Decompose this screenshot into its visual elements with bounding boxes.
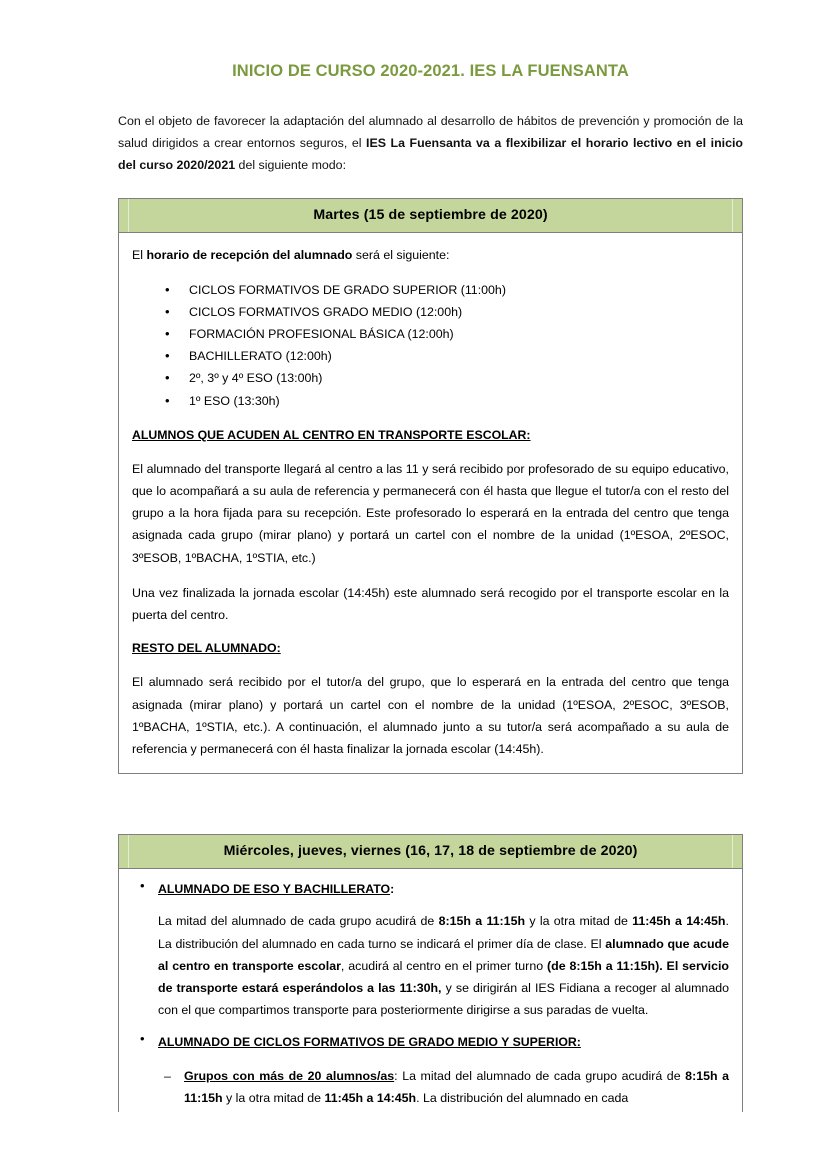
- eso-bach-heading-colon: :: [390, 881, 395, 896]
- rest-paragraph-1: El alumnado será recibido por el tutor/a del grupo, que lo esperará en la entrada del centro que tenga asignada (mirar plano) y portará un cartel con el nombre de la unidad (1ºESOA, 2ºESOC, 3ºESOB, 1ºBACHA, 1ºSTIA, etc.). A continuación, el alumnado junto a su tutor/a será acompañado a su aula de referencia y permanecerá con él hasta finalizar la jornada escolar (14:45h).: [132, 675, 729, 756]
- eso-bach-b3: alumnado que acude al centro en transporte escolar: [158, 936, 729, 973]
- list-item: • CICLOS FORMATIVOS GRADO MEDIO (12:00h): [189, 301, 729, 323]
- rest-heading: [132, 639, 729, 659]
- wed-body-cell: [119, 868, 743, 1112]
- page-title: INICIO DE CURSO 2020-2021. IES LA FUENSANTA: [232, 62, 629, 80]
- transport-heading-text: ALUMNOS QUE ACUDEN AL CENTRO EN TRANSPORTE ESCOLAR:: [132, 427, 531, 442]
- wed-body-row: [119, 868, 743, 1112]
- wed-header-cell: Miércoles, jueves, viernes (16, 17, 18 de septiembre de 2020): [119, 834, 743, 868]
- tuesday-table: [118, 198, 743, 774]
- list-item: • CICLOS FORMATIVOS DE GRADO SUPERIOR (11:00h): [189, 279, 729, 301]
- tuesday-body-cell: [119, 233, 743, 774]
- reception-lead-bold: horario de recepción del alumnado: [146, 248, 353, 263]
- list-item: • BACHILLERATO (12:00h): [189, 345, 729, 367]
- rest-heading-text: RESTO DEL ALUMNADO:: [132, 640, 281, 655]
- tuesday-header-cell: Martes (15 de septiembre de 2020): [119, 199, 743, 233]
- eso-bach-d: . La distribución del alumnado en cada turno se indicará el primer día de clase. El: [158, 914, 729, 951]
- schedule-list: [132, 279, 729, 411]
- tuesday-section: [118, 198, 743, 774]
- list-item: [158, 880, 729, 1021]
- wednesday-friday-table: [118, 834, 743, 1112]
- transport-paragraph-1: El alumnado del transporte llegará al centro a las 11 y será recibido por profesorado de su equipo educativo, que lo acompañará a su aula de referencia y permanecerá con él hasta que llegue el tutor/a con el resto del grupo a la hora fijada para su recepción. Este profesorado lo esperará en la entrada del centro que tenga asignada cada grupo (mirar plano) y portará un cartel con el nombre de la unidad (1ºESOA, 2ºESOC, 3ºESOB, 1ºBACHA, 1ºSTIA, etc.): [132, 462, 729, 565]
- intro-text-part2: del siguiente modo:: [235, 157, 347, 172]
- grupos-20-a: : La mitad del alumnado de cada grupo acudirá de: [394, 1068, 686, 1083]
- grupos-20-c: y la otra mitad de: [222, 1090, 325, 1105]
- wed-header-row: [119, 834, 743, 868]
- list-item: [158, 1033, 729, 1109]
- ciclos-heading: [158, 1033, 729, 1053]
- list-item: • 2º, 3º y 4º ESO (13:00h): [189, 367, 729, 389]
- grupos-20-d: . La distribución del alumnado en cada: [416, 1090, 629, 1105]
- intro-text-part1: Con el objeto de favorecer la adaptación del alumnado al desarrollo de hábitos de prevención y promoción de la salud dirigidos a crear entornos seguros, el: [118, 113, 743, 150]
- grupos-20-b1: 8:15h a 11:15h: [184, 1068, 730, 1105]
- intro-text-bold: IES La Fuensanta va a flexibilizar el horario lectivo en el inicio del curso 2020/2021: [118, 135, 743, 172]
- wed-bullet-list: [132, 880, 729, 1109]
- transport-heading: [132, 426, 729, 446]
- wednesday-friday-section: [118, 834, 743, 1112]
- eso-bach-b1: 8:15h a 11:15h: [438, 914, 526, 929]
- eso-bach-b4: (de 8:15h a 11:15h). El servicio de transporte estará esperándolos a las 11:30h,: [158, 958, 730, 995]
- eso-bach-e: , acudirá al centro en el primer turno: [340, 958, 547, 973]
- eso-bach-heading: [158, 880, 729, 900]
- eso-bach-f: y se dirigirán al IES Fidiana a recoger al alumnado con el que compartimos transporte para posteriormente dirigirse a sus paradas de vuelta.: [158, 980, 729, 1017]
- eso-bach-a: La mitad del alumnado de cada grupo acudirá de: [158, 914, 439, 929]
- eso-bach-paragraph: [158, 910, 729, 1020]
- eso-bach-c: y la otra mitad de: [525, 914, 633, 929]
- list-item: [184, 1065, 729, 1109]
- reception-lead-a: El: [132, 248, 147, 263]
- reception-lead: [132, 244, 729, 266]
- transport-paragraph-2: Una vez finalizada la jornada escolar (14:45h) este alumnado será recogido por el transporte escolar en la puerta del centro.: [132, 585, 729, 622]
- intro-paragraph: [118, 82, 743, 176]
- list-item: • FORMACIÓN PROFESIONAL BÁSICA (12:00h): [189, 323, 729, 345]
- eso-bach-b2: 11:45h a 14:45h: [632, 914, 726, 929]
- ciclos-sub-list: [158, 1065, 729, 1109]
- grupos-20-label: Grupos con más de 20 alumnos/as: [184, 1068, 395, 1083]
- reception-lead-b: será el siguiente:: [352, 248, 450, 263]
- document-content: [118, 0, 743, 1112]
- list-item: • 1º ESO (13:30h): [189, 390, 729, 412]
- ciclos-heading-text: ALUMNADO DE CICLOS FORMATIVOS DE GRADO MEDIO Y SUPERIOR:: [158, 1034, 581, 1049]
- tuesday-body-row: [119, 233, 743, 774]
- eso-bach-heading-text: ALUMNADO DE ESO Y BACHILLERATO: [158, 881, 391, 896]
- grupos-20-b2: 11:45h a 14:45h: [324, 1090, 417, 1105]
- tuesday-header-row: [119, 199, 743, 233]
